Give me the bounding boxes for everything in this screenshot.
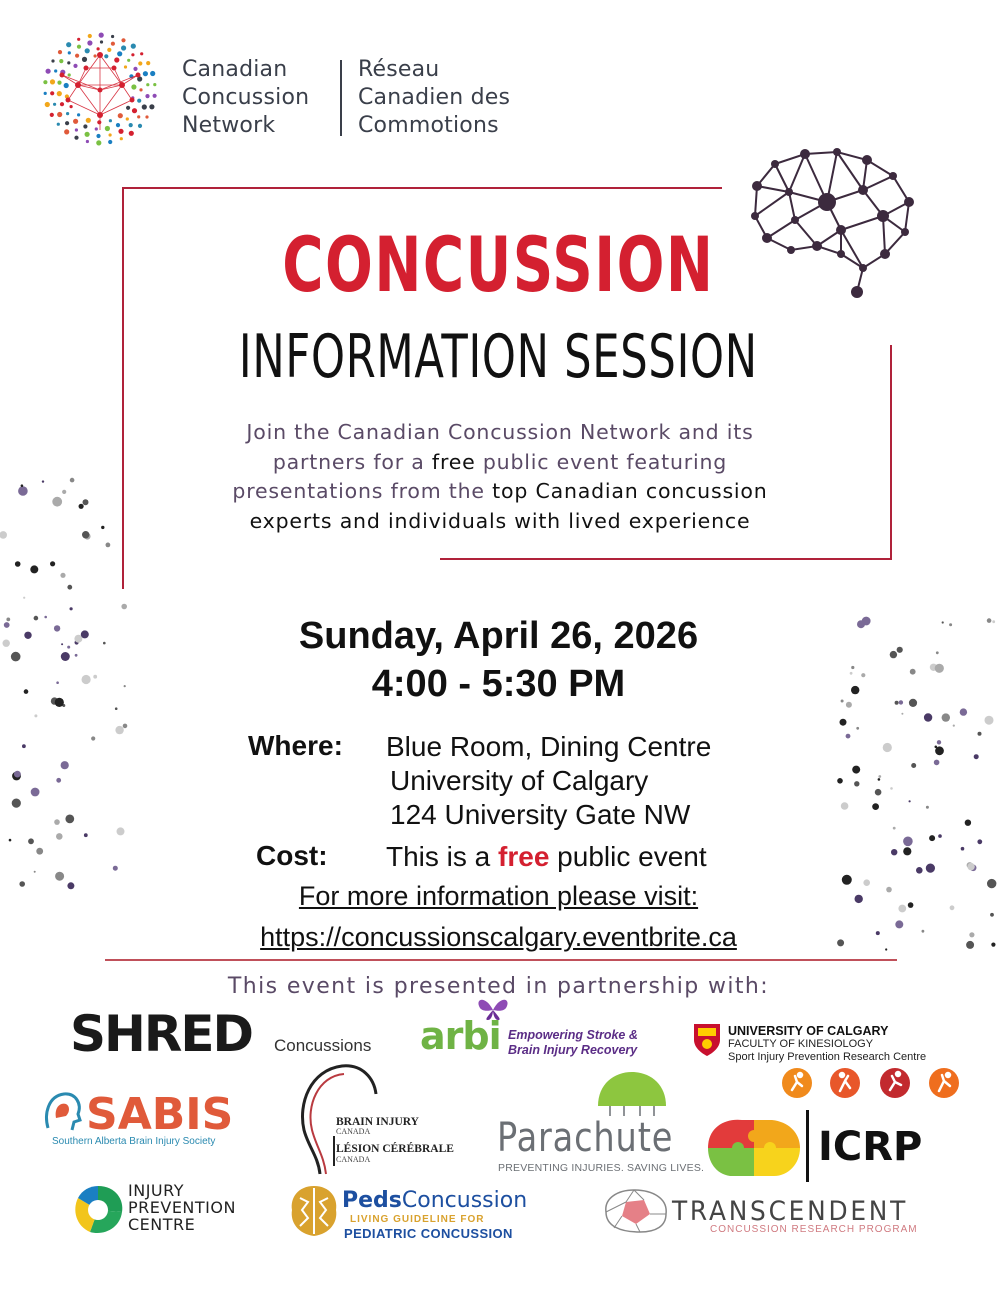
scatter-dot xyxy=(115,726,123,734)
logo-dot xyxy=(50,91,54,95)
logo-dot xyxy=(43,80,47,84)
scatter-dot xyxy=(841,802,849,810)
logo-dot xyxy=(64,83,69,88)
logo-dot xyxy=(142,104,147,109)
logo-dot xyxy=(67,61,70,64)
logo-dot xyxy=(75,54,79,58)
intro-paragraph xyxy=(120,418,880,536)
more-info-text: For more information please visit: xyxy=(298,881,699,911)
intro-line xyxy=(120,448,880,478)
where-line: 124 University Gate NW xyxy=(390,799,691,830)
logo-dot xyxy=(65,121,69,125)
scatter-dot xyxy=(15,561,21,567)
logo-dot xyxy=(59,59,63,63)
scatter-dot xyxy=(121,604,127,610)
scatter-dot xyxy=(70,478,75,483)
logo-dot xyxy=(64,129,69,134)
transcendent-logo-text: TRANSCENDENT xyxy=(672,1196,909,1227)
scatter-dot xyxy=(960,708,967,715)
scatter-dot xyxy=(54,819,60,825)
logo-dot xyxy=(129,131,134,136)
partners-separator xyxy=(105,959,897,961)
logo-dot xyxy=(140,52,143,55)
scatter-dot xyxy=(65,815,74,824)
bic-english: BRAIN INJURY xyxy=(336,1116,419,1128)
logo-dot xyxy=(97,120,101,124)
scatter-dot xyxy=(42,480,44,482)
ccn-name-english xyxy=(182,56,309,140)
logo-dot xyxy=(57,123,60,126)
ccn-fr-line: Commotions xyxy=(358,113,499,138)
logo-dot xyxy=(126,106,130,110)
intro-line: experts and individuals with lived experience xyxy=(249,508,751,533)
logo-dot xyxy=(109,133,112,136)
event-url-link[interactable]: https://concussionscalgary.eventbrite.ca xyxy=(260,922,737,952)
intro-text: public event featuring xyxy=(475,449,728,474)
logo-dot xyxy=(86,118,91,123)
scatter-dot xyxy=(893,827,896,830)
scatter-dot xyxy=(937,740,941,744)
logo-dot xyxy=(68,73,71,76)
ipc-logo-icon xyxy=(70,1182,126,1238)
arbi-tagline xyxy=(508,1028,638,1058)
scatter-dot xyxy=(840,719,847,726)
uofc-crest-icon xyxy=(692,1022,722,1058)
logo-dot xyxy=(114,57,119,62)
cost-free-text: free xyxy=(498,841,550,872)
logo-dot xyxy=(75,128,78,131)
logo-dot xyxy=(138,61,142,65)
scatter-dot xyxy=(978,732,982,736)
ipc-line: CENTRE xyxy=(128,1215,196,1234)
header-divider xyxy=(340,60,342,136)
scatter-dot xyxy=(12,799,21,808)
scatter-dot xyxy=(34,871,36,873)
logo-dot xyxy=(137,115,140,118)
logo-dot xyxy=(46,69,51,74)
scatter-dot xyxy=(883,743,892,752)
scatter-dot xyxy=(67,585,72,590)
logo-dot xyxy=(121,45,126,50)
uofc-centre: Sport Injury Prevention Research Centre xyxy=(728,1051,927,1063)
scatter-dot xyxy=(985,716,994,725)
logo-dot xyxy=(82,57,87,62)
scatter-dot xyxy=(18,486,28,496)
scatter-dot xyxy=(846,734,851,739)
event-datetime xyxy=(0,612,997,708)
scatter-dot xyxy=(70,607,73,610)
icrp-logo-text: ICRP xyxy=(818,1124,923,1170)
icrp-puzzle-brain-icon xyxy=(704,1114,804,1182)
logo-dot xyxy=(70,105,73,108)
scatter-dot xyxy=(62,490,66,494)
ccn-fr-line: Réseau xyxy=(358,57,440,82)
scatter-dot xyxy=(977,839,982,844)
scatter-dot xyxy=(878,778,881,781)
scatter-dot xyxy=(101,526,104,529)
logo-dot xyxy=(126,117,129,120)
scatter-dot xyxy=(935,746,944,755)
logo-dot xyxy=(97,47,100,50)
logo-dot xyxy=(117,51,122,56)
event-date: Sunday, April 26, 2026 xyxy=(298,615,699,657)
logo-dot xyxy=(83,124,87,128)
logo-dot xyxy=(116,123,120,127)
scatter-dot xyxy=(52,497,62,507)
scatter-dot xyxy=(91,736,95,740)
frame-line-top xyxy=(122,187,722,189)
sabis-sub-text: Southern Alberta Brain Injury Society xyxy=(52,1136,216,1147)
peds-logo-text xyxy=(342,1188,527,1213)
scatter-dot xyxy=(916,867,923,874)
scatter-dot xyxy=(934,760,940,766)
logo-dot xyxy=(50,79,55,84)
scatter-dot xyxy=(926,806,929,809)
shred-sub-text: Concussions xyxy=(274,1036,372,1055)
scatter-dot xyxy=(965,820,971,826)
scatter-dot xyxy=(82,531,89,538)
intro-line xyxy=(120,477,880,507)
logo-dot xyxy=(77,45,81,49)
scatter-dot xyxy=(79,504,84,509)
scatter-dot xyxy=(83,499,89,505)
logo-dot xyxy=(133,67,137,71)
scatter-dot xyxy=(60,573,65,578)
bic-english-sub: CANADA xyxy=(336,1127,371,1136)
logo-dot xyxy=(120,137,123,140)
ipc-line: INJURY xyxy=(128,1181,184,1200)
shred-logo-text: SHRED xyxy=(70,1005,253,1063)
logo-dot xyxy=(85,48,90,53)
logo-dot xyxy=(131,53,134,56)
logo-dot xyxy=(96,134,100,138)
title-concussion: CONCUSSION xyxy=(282,220,715,309)
logo-dot xyxy=(150,71,155,76)
logo-dot xyxy=(124,65,127,68)
logo-dot xyxy=(127,59,130,62)
logo-dot xyxy=(58,50,62,54)
scatter-dot xyxy=(953,725,955,727)
peds-subtitle: LIVING GUIDELINE FOR xyxy=(350,1214,485,1225)
logo-dot xyxy=(146,83,149,86)
logo-dot xyxy=(60,102,64,106)
logo-dot xyxy=(77,38,80,41)
logo-dot xyxy=(74,136,78,140)
peds-text-b: Concussion xyxy=(401,1188,528,1213)
logo-dot xyxy=(100,40,103,43)
logo-dot xyxy=(132,108,137,113)
peds-main-subtitle: PEDIATRIC CONCUSSION xyxy=(344,1226,513,1241)
bic-french-sub: CANADA xyxy=(336,1155,371,1164)
cost-value xyxy=(386,840,707,874)
scatter-dot xyxy=(878,775,881,778)
logo-dot xyxy=(68,51,71,54)
ccn-en-line: Network xyxy=(182,113,276,138)
logo-dot xyxy=(77,113,80,116)
scatter-dot xyxy=(961,847,965,851)
scatter-dot xyxy=(23,597,25,599)
ccn-fr-line: Canadien des xyxy=(358,85,511,110)
ccn-en-line: Canadian xyxy=(182,57,288,82)
scatter-dot xyxy=(929,835,935,841)
intro-text: partners for a xyxy=(272,449,432,474)
scatter-dot xyxy=(9,839,12,842)
scatter-dot xyxy=(901,713,903,715)
scatter-dot xyxy=(30,565,38,573)
logo-dot xyxy=(137,99,141,103)
icrp-divider xyxy=(806,1110,809,1182)
logo-dot xyxy=(57,81,61,85)
event-time: 4:00 - 5:30 PM xyxy=(371,663,626,705)
logo-dot xyxy=(111,35,114,38)
logo-dot xyxy=(99,33,104,38)
logo-dot xyxy=(131,44,136,49)
parachute-logo-text: Parachute xyxy=(497,1115,674,1161)
bic-french: LÉSION CÉRÉBRALE xyxy=(336,1143,454,1155)
logo-dot xyxy=(145,94,149,98)
scatter-dot xyxy=(56,778,61,783)
logo-dot xyxy=(66,112,69,115)
logo-dot xyxy=(51,59,54,62)
logo-dot xyxy=(95,127,98,130)
scatter-dot xyxy=(123,724,128,729)
cost-text: This is a xyxy=(386,841,499,872)
scatter-dot xyxy=(938,834,942,838)
scatter-dot xyxy=(0,531,7,539)
sabis-head-icon xyxy=(40,1088,86,1134)
scatter-dot xyxy=(854,781,859,786)
scatter-dot xyxy=(106,543,111,548)
logo-dot xyxy=(94,54,97,57)
logo-dot xyxy=(146,61,150,65)
scatter-dot xyxy=(990,913,994,917)
logo-dot xyxy=(108,140,112,144)
scatter-dot xyxy=(14,771,21,778)
scatter-dot xyxy=(22,744,26,748)
logo-dot xyxy=(139,88,142,91)
logo-dot xyxy=(129,123,133,127)
transcendent-sub-text: CONCUSSION RESEARCH PROGRAM xyxy=(710,1224,918,1235)
logo-dot xyxy=(104,54,108,58)
sabis-logo-text: SABIS xyxy=(86,1089,234,1140)
scatter-dot xyxy=(926,864,935,873)
logo-dot xyxy=(109,119,112,122)
logo-dot xyxy=(145,115,148,118)
parachute-canopy-icon xyxy=(596,1070,668,1118)
scatter-dot xyxy=(31,788,40,797)
logo-dot xyxy=(96,140,101,145)
logo-dot xyxy=(85,132,90,137)
sport-circles-icon xyxy=(780,1066,964,1100)
ccn-network-logo-icon xyxy=(38,30,162,148)
scatter-dot xyxy=(872,803,879,810)
logo-dot xyxy=(118,113,123,118)
intro-text-dark: top Canadian concussion xyxy=(492,479,768,503)
scatter-dot xyxy=(837,778,843,784)
scatter-dot xyxy=(875,789,882,796)
arbi-logo-text: arbi xyxy=(420,1014,501,1058)
logo-dot xyxy=(88,34,92,38)
cost-label: Cost: xyxy=(256,840,328,871)
ccn-en-line: Concussion xyxy=(182,85,310,110)
where-line: University of Calgary xyxy=(390,765,649,796)
scatter-dot xyxy=(21,484,24,487)
logo-dot xyxy=(143,71,148,76)
parachute-tagline: PREVENTING INJURIES. SAVING LIVES. xyxy=(498,1162,705,1174)
logo-dot xyxy=(105,126,110,131)
where-label: Where: xyxy=(248,730,343,761)
scatter-dot xyxy=(890,787,893,790)
logo-dot xyxy=(54,69,57,72)
logo-dot xyxy=(45,102,50,107)
scatter-dot xyxy=(56,833,63,840)
arbi-tag-line: Empowering Stroke & xyxy=(508,1028,638,1042)
scatter-dot xyxy=(856,727,859,730)
where-line: Blue Room, Dining Centre xyxy=(386,731,712,762)
ccn-name-french xyxy=(358,56,510,140)
scatter-dot xyxy=(61,761,69,769)
cost-text: public event xyxy=(549,841,707,872)
logo-dot xyxy=(73,119,78,124)
title-information-session: INFORMATION SESSION xyxy=(238,322,758,392)
logo-dot xyxy=(111,42,115,46)
logo-dot xyxy=(121,38,125,42)
scatter-dot xyxy=(28,838,34,844)
logo-dot xyxy=(87,40,92,45)
scatter-dot xyxy=(113,866,118,871)
logo-dot xyxy=(153,94,157,98)
logo-dot xyxy=(149,104,154,109)
scatter-dot xyxy=(911,763,916,768)
scatter-dot xyxy=(942,713,950,721)
uofc-name: UNIVERSITY OF CALGARY xyxy=(728,1024,889,1038)
scatter-dot xyxy=(36,848,43,855)
ipc-logo-text xyxy=(128,1182,236,1233)
logo-dot xyxy=(44,92,47,95)
scatter-dot xyxy=(84,833,88,837)
scatter-dot xyxy=(924,713,932,721)
logo-dot xyxy=(138,124,142,128)
scatter-dot xyxy=(903,837,913,847)
peds-brain-icon xyxy=(286,1182,342,1242)
logo-dot xyxy=(153,83,156,86)
peds-text-a: Peds xyxy=(342,1188,402,1213)
scatter-dot xyxy=(974,754,979,759)
logo-dot xyxy=(73,64,77,68)
logo-dot xyxy=(131,84,136,89)
logo-dot xyxy=(57,112,62,117)
scatter-dot xyxy=(891,849,897,855)
logo-dot xyxy=(50,113,54,117)
scatter-dot xyxy=(852,766,860,774)
logo-dot xyxy=(118,129,123,134)
logo-dot xyxy=(86,140,89,143)
uofc-faculty: FACULTY OF KINESIOLOGY xyxy=(728,1038,874,1050)
partners-heading: This event is presented in partnership with: xyxy=(227,974,770,999)
logo-dot xyxy=(57,91,62,96)
transcendent-brain-icon xyxy=(600,1186,672,1236)
scatter-dot xyxy=(117,827,125,835)
logo-dot xyxy=(53,103,56,106)
logo-dot xyxy=(66,42,71,47)
intro-text: presentations from the xyxy=(232,479,493,503)
logo-dot xyxy=(107,48,111,52)
ipc-line: PREVENTION xyxy=(128,1198,236,1217)
intro-free-text: free xyxy=(431,449,476,474)
scatter-dot xyxy=(909,800,911,802)
scatter-dot xyxy=(903,847,911,855)
intro-line: Join the Canadian Concussion Network and its xyxy=(246,420,754,444)
scatter-dot xyxy=(967,863,974,870)
scatter-dot xyxy=(34,714,37,717)
scatter-dot xyxy=(50,561,55,566)
arbi-tag-line: Brain Injury Recovery xyxy=(508,1043,638,1057)
